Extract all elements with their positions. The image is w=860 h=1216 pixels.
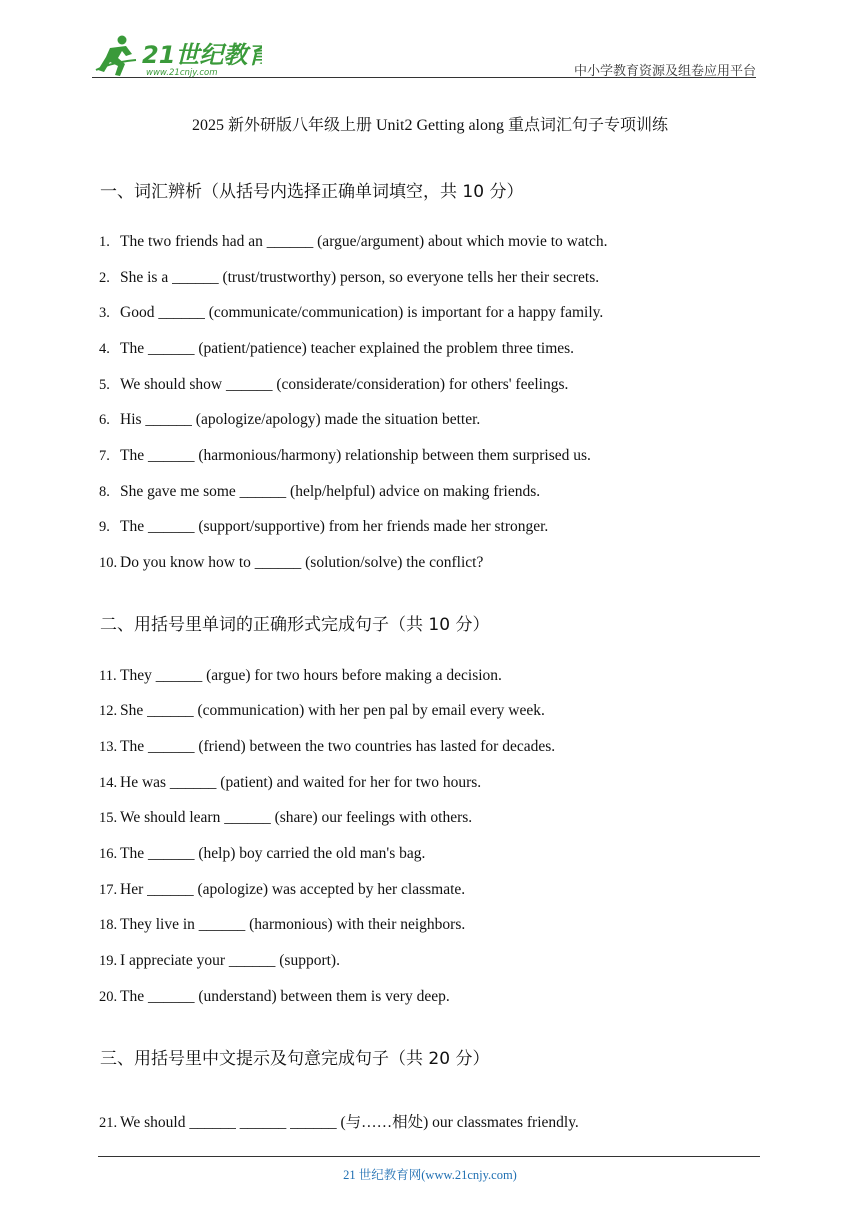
- question-number: 15.: [99, 810, 118, 826]
- question-8: [99, 483, 540, 501]
- logo-text: 21世纪教育: [142, 41, 262, 69]
- question-number: 16.: [99, 846, 118, 862]
- footer-site[interactable]: 21 世纪教育网(www.21cnjy.com): [343, 1168, 517, 1182]
- question-text: His ______ (apologize/apology) made the situation better.: [120, 411, 481, 428]
- question-number: 7.: [99, 448, 110, 464]
- question-17: [99, 881, 465, 899]
- question-text: The ______ (patient/patience) teacher explained the problem three times.: [120, 340, 575, 357]
- question-number: 17.: [99, 882, 118, 898]
- question-20: [99, 988, 450, 1006]
- question-text: She is a ______ (trust/trustworthy) person, so everyone tells her their secrets.: [120, 269, 600, 286]
- question-text: They ______ (argue) for two hours before making a decision.: [120, 667, 502, 684]
- question-number: 12.: [99, 703, 118, 719]
- section-3-heading: 三、用括号里中文提示及句意完成句子（共 20 分）: [100, 1049, 490, 1069]
- question-text: She gave me some ______ (help/helpful) advice on making friends.: [120, 483, 541, 500]
- question-number: 11.: [99, 668, 117, 684]
- question-text: We should show ______ (considerate/consideration) for others' feelings.: [120, 376, 569, 393]
- question-4: [99, 340, 574, 358]
- question-13: [99, 738, 555, 756]
- question-number: 14.: [99, 775, 118, 791]
- question-text: We should learn ______ (share) our feelings with others.: [120, 809, 473, 826]
- question-text: The ______ (support/supportive) from her friends made her stronger.: [120, 518, 549, 535]
- question-12: [99, 702, 545, 720]
- question-text: Do you know how to ______ (solution/solve) the conflict?: [120, 554, 484, 571]
- question-text: They live in ______ (harmonious) with their neighbors.: [120, 916, 466, 933]
- question-number: 19.: [99, 953, 118, 969]
- question-number: 4.: [99, 341, 110, 357]
- footer-divider: [98, 1156, 760, 1157]
- question-21: [99, 1110, 579, 1132]
- section-2-heading: 二、用括号里单词的正确形式完成句子（共 10 分）: [100, 615, 490, 635]
- question-9: [99, 518, 548, 536]
- question-number: 6.: [99, 412, 110, 428]
- question-5: [99, 376, 568, 394]
- question-number: 21.: [99, 1115, 118, 1131]
- logo-url: www.21cnjy.com: [146, 68, 218, 78]
- question-14: [99, 774, 481, 792]
- platform-name: 中小学教育资源及组卷应用平台: [573, 64, 756, 79]
- question-number: 3.: [99, 305, 110, 321]
- question-number: 8.: [99, 484, 110, 500]
- question-number: 10.: [99, 555, 118, 571]
- question-number: 9.: [99, 519, 110, 535]
- question-1: [99, 233, 608, 251]
- document-title: 2025 新外研版八年级上册 Unit2 Getting along 重点词汇句子专项训练: [192, 117, 668, 134]
- question-text: We should ______ ______ ______ (与……相处) our classmates friendly.: [120, 1114, 579, 1131]
- question-number: 1.: [99, 234, 110, 250]
- question-text: The ______ (harmonious/harmony) relationship between them surprised us.: [120, 447, 591, 464]
- question-11: [99, 667, 502, 685]
- question-19: [99, 952, 340, 970]
- section-1-heading: 一、词汇辨析（从括号内选择正确单词填空，共 10 分）: [100, 182, 524, 202]
- question-number: 13.: [99, 739, 118, 755]
- question-6: [99, 411, 480, 429]
- question-number: 20.: [99, 989, 118, 1005]
- question-text: Good ______ (communicate/communication) is important for a happy family.: [120, 304, 604, 321]
- question-2: [99, 269, 599, 287]
- question-text: He was ______ (patient) and waited for her for two hours.: [120, 774, 482, 791]
- question-3: [99, 304, 603, 322]
- question-text: Her ______ (apologize) was accepted by her classmate.: [120, 881, 466, 898]
- question-7: [99, 447, 591, 465]
- question-15: [99, 809, 472, 827]
- question-18: [99, 916, 465, 934]
- question-16: [99, 845, 425, 863]
- question-text: The ______ (friend) between the two countries has lasted for decades.: [120, 738, 556, 755]
- question-number: 5.: [99, 377, 110, 393]
- question-text: I appreciate your ______ (support).: [120, 952, 340, 969]
- question-text: The two friends had an ______ (argue/argument) about which movie to watch.: [120, 233, 608, 250]
- site-logo: [92, 32, 262, 80]
- question-text: She ______ (communication) with her pen pal by email every week.: [120, 702, 545, 719]
- question-text: The ______ (help) boy carried the old man's bag.: [120, 845, 426, 862]
- question-text: The ______ (understand) between them is very deep.: [120, 988, 450, 1005]
- question-10: [99, 554, 483, 572]
- question-number: 2.: [99, 270, 110, 286]
- runner-icon: [96, 36, 136, 77]
- header-divider: [92, 77, 756, 78]
- question-number: 18.: [99, 917, 118, 933]
